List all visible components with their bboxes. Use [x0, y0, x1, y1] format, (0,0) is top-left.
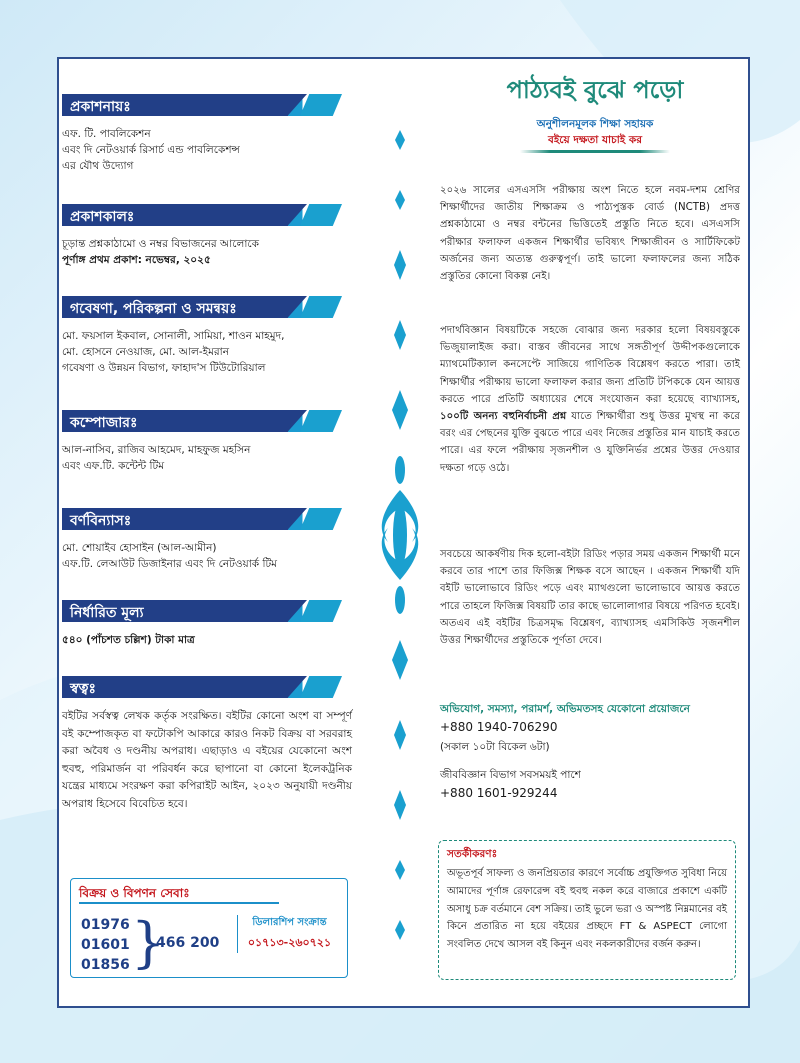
layout-heading: বর্ণবিন্যাসঃ: [70, 513, 132, 529]
sales-phone-prefix[interactable]: 01601: [81, 937, 130, 953]
physics-paragraph-part2: যাতে শিক্ষার্থীরা শুধু উত্তর মুখস্থ না করে বরং এর পেছনের যুক্তি বুঝতে পারে এবং নিজের প্রস্তুতির মান যাচাই করতে পারে। এর ফলে পরীক্ষায় সৃজনশীল ও যুক্তিনির্ভর প্রশ্নের উত্তর দেওয়ার দক্ষতা গড়ে ওঠে।: [440, 411, 741, 474]
dealer-phone[interactable]: ০১৭১৩-২৬০৭২১: [247, 936, 332, 949]
research-line: মো. হোসনে নেওয়াজ, মো. আল-ইমরান: [62, 346, 229, 358]
book-subtitle-line1: অনুশীলনমূলক শিক্ষা সহায়ক: [536, 118, 654, 130]
research-line: গবেষণা ও উন্নয়ন বিভাগ, ফাহাদ'স টিউটোরিয়াল: [62, 362, 266, 374]
sales-title: বিক্রয় ও বিপণন সেবাঃ: [79, 886, 190, 900]
price-heading: নির্ধারিত মূল্য: [70, 605, 144, 621]
contact-phone2[interactable]: +880 1601-929244: [440, 786, 558, 800]
composer-line: আল-নাসিব, রাজিব আহমেদ, মাহফুজ মহসিন: [62, 444, 251, 456]
layout-banner: [62, 508, 352, 530]
copyright-heading: স্বত্বঃ: [70, 681, 96, 697]
publisher-banner: [62, 94, 352, 116]
warning-box: [438, 840, 736, 980]
price-text: ৫৪০ (পাঁচশত চল্লিশ) টাকা মাত্র: [62, 634, 195, 646]
copyright-body: [62, 708, 352, 813]
composer-banner: [62, 410, 352, 432]
research-banner: [62, 296, 352, 318]
composer-section: [62, 410, 352, 474]
price-body: [62, 632, 352, 648]
publisher-section: [62, 94, 352, 174]
publication-time-body: [62, 236, 352, 268]
composer-body: [62, 442, 352, 474]
price-section: [62, 600, 352, 648]
contact-hours: (সকাল ১০টা বিকেল ৬টা): [440, 741, 550, 753]
attraction-paragraph: সবচেয়ে আকর্ষণীয় দিক হলো-বইটা রিডিং পড়ার সময় একজন শিক্ষার্থী মনে করবে তার পাশে তার ফিজিক্স শিক্ষক বসে আছেন । একজন শিক্ষার্থী যদি বইটি ভালোভাবে রিডিং পড়ে এবং ম্যাথগুলো ভালোভাবে আয়ত্ত করতে পারে তাহলে ফিজিক্স বিষয়টি তার কাছে ভালোলাগার বিষয়ে পরিণত হবেই। অতএব এই বইটির চিত্রসমৃদ্ধ বিশ্লেষণ, ব্যাখ্যাসহ এমসিকিউ সৃজনশীল উত্তর শিক্ষার্থীদের প্রস্তুতিকে পূর্ণতা দেবে।: [440, 549, 740, 647]
book-subtitle-line2: বইয়ে দক্ষতা যাচাই কর: [547, 134, 642, 146]
dealer-label: ডিলারশিপ সংক্রান্ত: [252, 917, 327, 928]
sales-title-underline: [79, 902, 279, 904]
warning-text: অভূতপূর্ব সাফল্য ও জনপ্রিয়তার কারণে সর্বোচ্চ প্রযুক্তিগত সুবিধা নিয়ে আমাদের পূর্ণাঙ্গ রেফারেন্স বই হুবহু নকল করে বাজারে প্রকাশে একটি অসাধু চক্র বর্তমানে বেশ সক্রিয়। তাই ভুলে ভরা ও অস্পষ্ট নিম্নমানের বই কিনে প্রতারিত না হয়ে বইয়ের প্রচ্ছদে FT & ASPECT লোগো সংবলিত দেখে আসল বই কিনুন এবং নকলকারীদের বর্জন করুন।: [447, 868, 727, 951]
layout-section: [62, 508, 352, 572]
research-body: [62, 328, 352, 376]
physics-paragraph-part1: পদার্থবিজ্ঞান বিষয়টিকে সহজে বোঝার জন্য দরকার হলো বিষয়বস্তুকে ভিজুয়ালাইজ করা। বাস্তব জীবনের সাথে সঙ্গতীপূর্ণ উদ্দীপকগুলোকে ম্যাথমেটিক্যাল কনসেপ্টে সাজিয়ে গাণিতিক বিশ্লেষণ করতে পারা। তাই শিক্ষার্থীর পরীক্ষায় ভালো ফলাফল করার জন্য প্রতিটি টপিককে যেন আয়ত্ত করতে পারে প্রতিটি অধ্যায়ের শেষে সংযোজন করা হয়েছে ব্যাখ্যাসহ,: [440, 325, 740, 405]
contact-phone1[interactable]: +880 1940-706290: [440, 720, 558, 734]
publisher-line: এফ. টি. পাবলিকেশন: [62, 128, 151, 140]
brace-icon: }: [131, 911, 166, 974]
publisher-line: এবং দি নেটওয়ার্ক রিসার্চ এন্ড পাবলিকেশন্স: [62, 144, 240, 156]
composer-heading: কম্পোজারঃ: [70, 415, 138, 431]
publication-time-line1: চূড়ান্ত প্রশ্নকাঠামো ও নম্বর বিভাজনের আলোকে: [62, 238, 259, 250]
research-section: [62, 296, 352, 376]
copyright-text: বইটির সর্বস্বত্ব লেখক কর্তৃক সংরক্ষিত। বইটির কোনো অংশ বা সম্পূর্ণ বই কম্পোজকৃত বা ফটোকপি আকারে কারও নিকট বিক্রয় বা সরবরাহ করা অবৈধ ও দণ্ডনীয় অপরাধ। এছাড়াও এ বইয়ের যেকোনো অংশ হুবহু, পরিমার্জন বা পরিবর্ধন করে ছাপানো বা কোনো ইলেকট্রনিক যন্ত্রের মাধ্যমে সংরক্ষণ করা কপিরাইট আইন, ২০২৩ অনুযায়ী দণ্ডনীয় অপরাধ হিসেবে বিবেচিত হবে।: [62, 710, 352, 810]
contact-label: অভিযোগ, সমস্যা, পরামর্শ, অভিমতসহ যেকোনো প্রয়োজনে: [440, 703, 690, 715]
publisher-line: এর যৌথ উদ্যোগ: [62, 160, 134, 172]
sales-phone-prefix[interactable]: 01976: [81, 917, 130, 933]
sales-phone-prefixes: [81, 915, 130, 975]
publication-time-line2: পূর্ণাঙ্গ প্রথম প্রকাশ: নভেম্বর, ২০২৫: [62, 254, 211, 266]
physics-paragraph: [440, 322, 740, 477]
contact-label2: জীববিজ্ঞান বিভাগ সবসময়ই পাশে: [440, 769, 581, 781]
copyright-banner: [62, 676, 352, 698]
sales-phone-prefix[interactable]: 01856: [81, 957, 130, 973]
publisher-body: [62, 126, 352, 174]
intro-paragraph: ২০২৬ সালের এসএসসি পরীক্ষায় অংশ নিতে হলে নবম-দশম শ্রেণির শিক্ষার্থীদের জাতীয় শিক্ষাক্রম ও পাঠ্যপুস্তক বোর্ড (NCTB) প্রদত্ত প্রশ্নকাঠামো ও নম্বর বন্টনের ভিত্তিতেই প্রস্তুতি নিতে হবে। এসএসসি পরীক্ষার ফলাফল একজন শিক্ষার্থীর ভবিষ্যৎ শিক্ষাজীবন ও সার্টিফিকেট অর্জনের জন্য অত্যন্ত গুরুত্বপূর্ণ। তাই ভালো ফলাফলের জন্য সঠিক প্রস্তুতির কোনো বিকল্প নেই।: [440, 185, 740, 283]
publication-time-heading: প্রকাশকালঃ: [70, 209, 135, 225]
publisher-heading: প্রকাশনায়ঃ: [70, 99, 131, 115]
research-heading: গবেষণা, পরিকল্পনা ও সমন্বয়ঃ: [70, 301, 237, 317]
research-line: মো. ফয়সাল ইকবাল, সোনালী, সামিয়া, শাওন মাহমুদ,: [62, 330, 285, 342]
book-subtitle: [480, 116, 710, 148]
price-banner: [62, 600, 352, 622]
publication-time-section: [62, 204, 352, 268]
dealer-block: [237, 915, 341, 953]
layout-line: মো. শোয়াইব হোসাইন (আল-আমীন): [62, 542, 217, 554]
layout-body: [62, 540, 352, 572]
publication-time-banner: [62, 204, 352, 226]
book-title: পাঠ্যবই বুঝে পড়ো: [506, 76, 684, 104]
warning-title: সতর্কীকরণঃ: [447, 848, 498, 860]
physics-paragraph-highlight: ১০০টি অনন্য বহুনির্বাচনী প্রশ্ন: [440, 411, 567, 423]
composer-line: এবং এফ.টি. কন্টেন্ট টিম: [62, 460, 165, 472]
copyright-section: [62, 676, 352, 813]
sales-phone-suffix[interactable]: 466 200: [156, 935, 220, 951]
subtitle-divider: [520, 150, 670, 153]
center-ornament-icon: [372, 90, 428, 990]
sales-box: [70, 878, 348, 978]
layout-line: এফ.টি. লেআউট ডিজাইনার এবং দি নেটওয়ার্ক টিম: [62, 558, 278, 570]
